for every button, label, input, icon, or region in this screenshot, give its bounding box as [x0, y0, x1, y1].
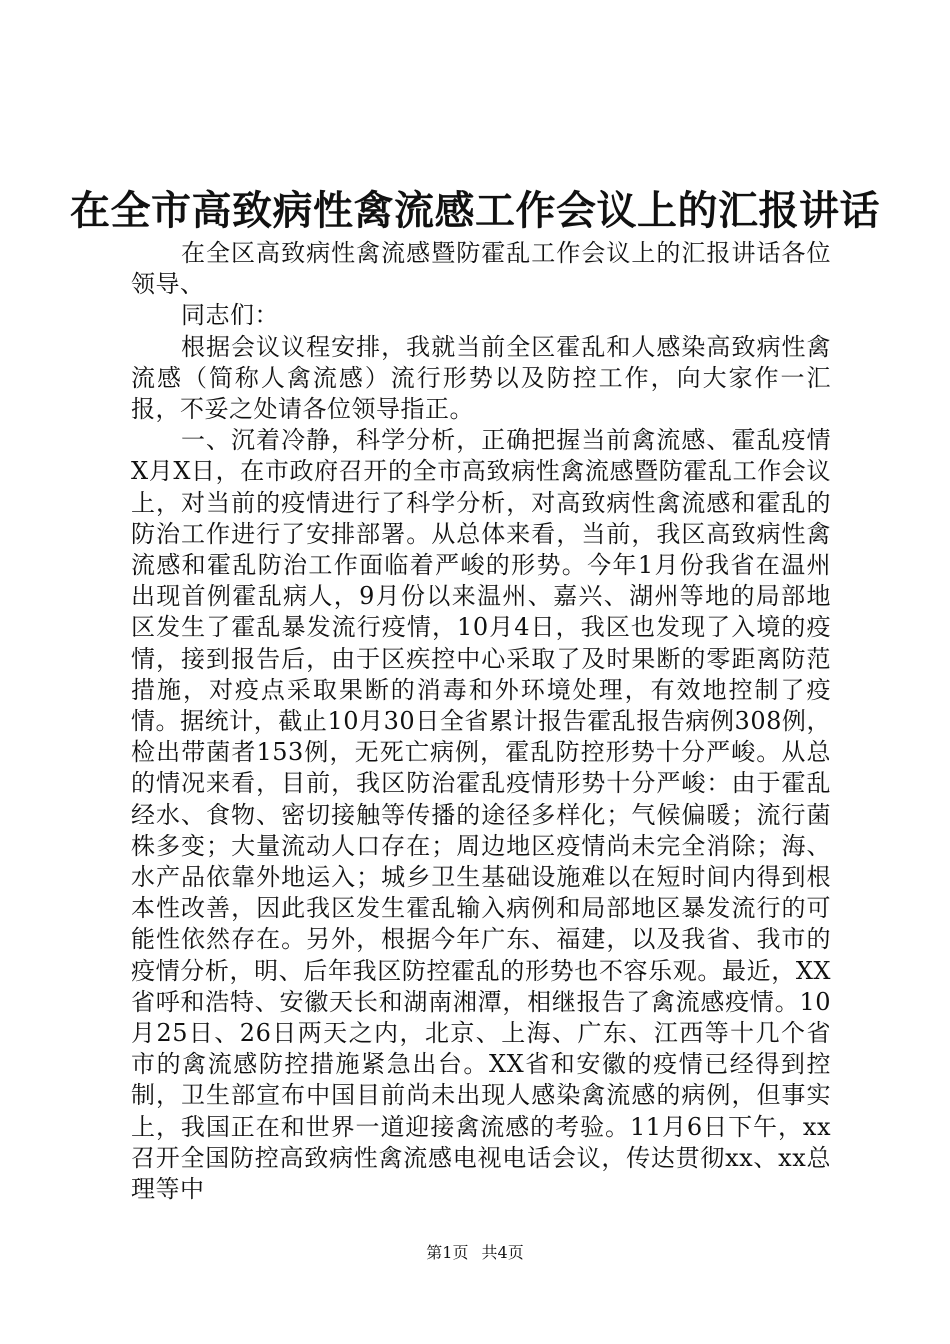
document-title: 在全市高致病性禽流感工作会议上的汇报讲话	[70, 188, 880, 234]
document-body	[131, 238, 831, 1205]
paragraph-greeting: 在全区高致病性禽流感暨防霍乱工作会议上的汇报讲话各位领导、	[131, 239, 831, 299]
paragraph-salutation: 同志们：	[181, 301, 279, 330]
paragraph-section-one: 一、沉着冷静，科学分析，正确把握当前禽流感、霍乱疫情X月X日，在市政府召开的全市高致病性禽流感暨防霍乱工作会议上，对当前的疫情进行了科学分析，对高致病性禽流感和霍乱的防治工作进行了安排部署。从总体来看，当前，我区高致病性禽流感和霍乱防治工作面临着严峻的形势。今年1月份我省在温州出现首例霍乱病人，9月份以来温州、嘉兴、湖州等地的局部地区发生了霍乱暴发流行疫情，10月4日，我区也发现了入境的疫情，接到报告后，由于区疾控中心采取了及时果断的零距离防范措施，对疫点采取果断的消毒和外环境处理，有效地控制了疫情。据统计，截止10月30日全省累计报告霍乱报告病例308例，检出带菌者153例，无死亡病例，霍乱防控形势十分严峻。从总的情况来看，目前，我区防治霍乱疫情形势十分严峻：由于霍乱经水、食物、密切接触等传播的途径多样化；气候偏暖；流行菌株多变；大量流动人口存在；周边地区疫情尚未完全消除；海、水产品依靠外地运入；城乡卫生基础设施难以在短时间内得到根本性改善，因此我区发生霍乱输入病例和局部地区暴发流行的可能性依然存在。另外，根据今年广东、福建，以及我省、我市的疫情分析，明、后年我区防控霍乱的形势也不容乐观。最近，XX省呼和浩特、安徽天长和湖南湘潭，相继报告了禽流感疫情。10月25日、26日两天之内，北京、上海、广东、江西等十几个省市的禽流感防控措施紧急出台。XX省和安徽的疫情已经得到控制，卫生部宣布中国目前尚未出现人感染禽流感的病例，但事实上，我国正在和世界一道迎接禽流感的考验。11月6日下午，xx召开全国防控高致病性禽流感电视电话会议，传达贯彻xx、xx总理等中	[131, 426, 831, 1204]
page-footer	[0, 1243, 950, 1263]
page-total: 共4页	[481, 1243, 524, 1262]
paragraph-intro: 根据会议议程安排，我就当前全区霍乱和人感染高致病性禽流感（简称人禽流感）流行形势以及防控工作，向大家作一汇报，不妥之处请各位领导指正。	[131, 332, 831, 424]
page-number: 第1页	[426, 1243, 469, 1262]
